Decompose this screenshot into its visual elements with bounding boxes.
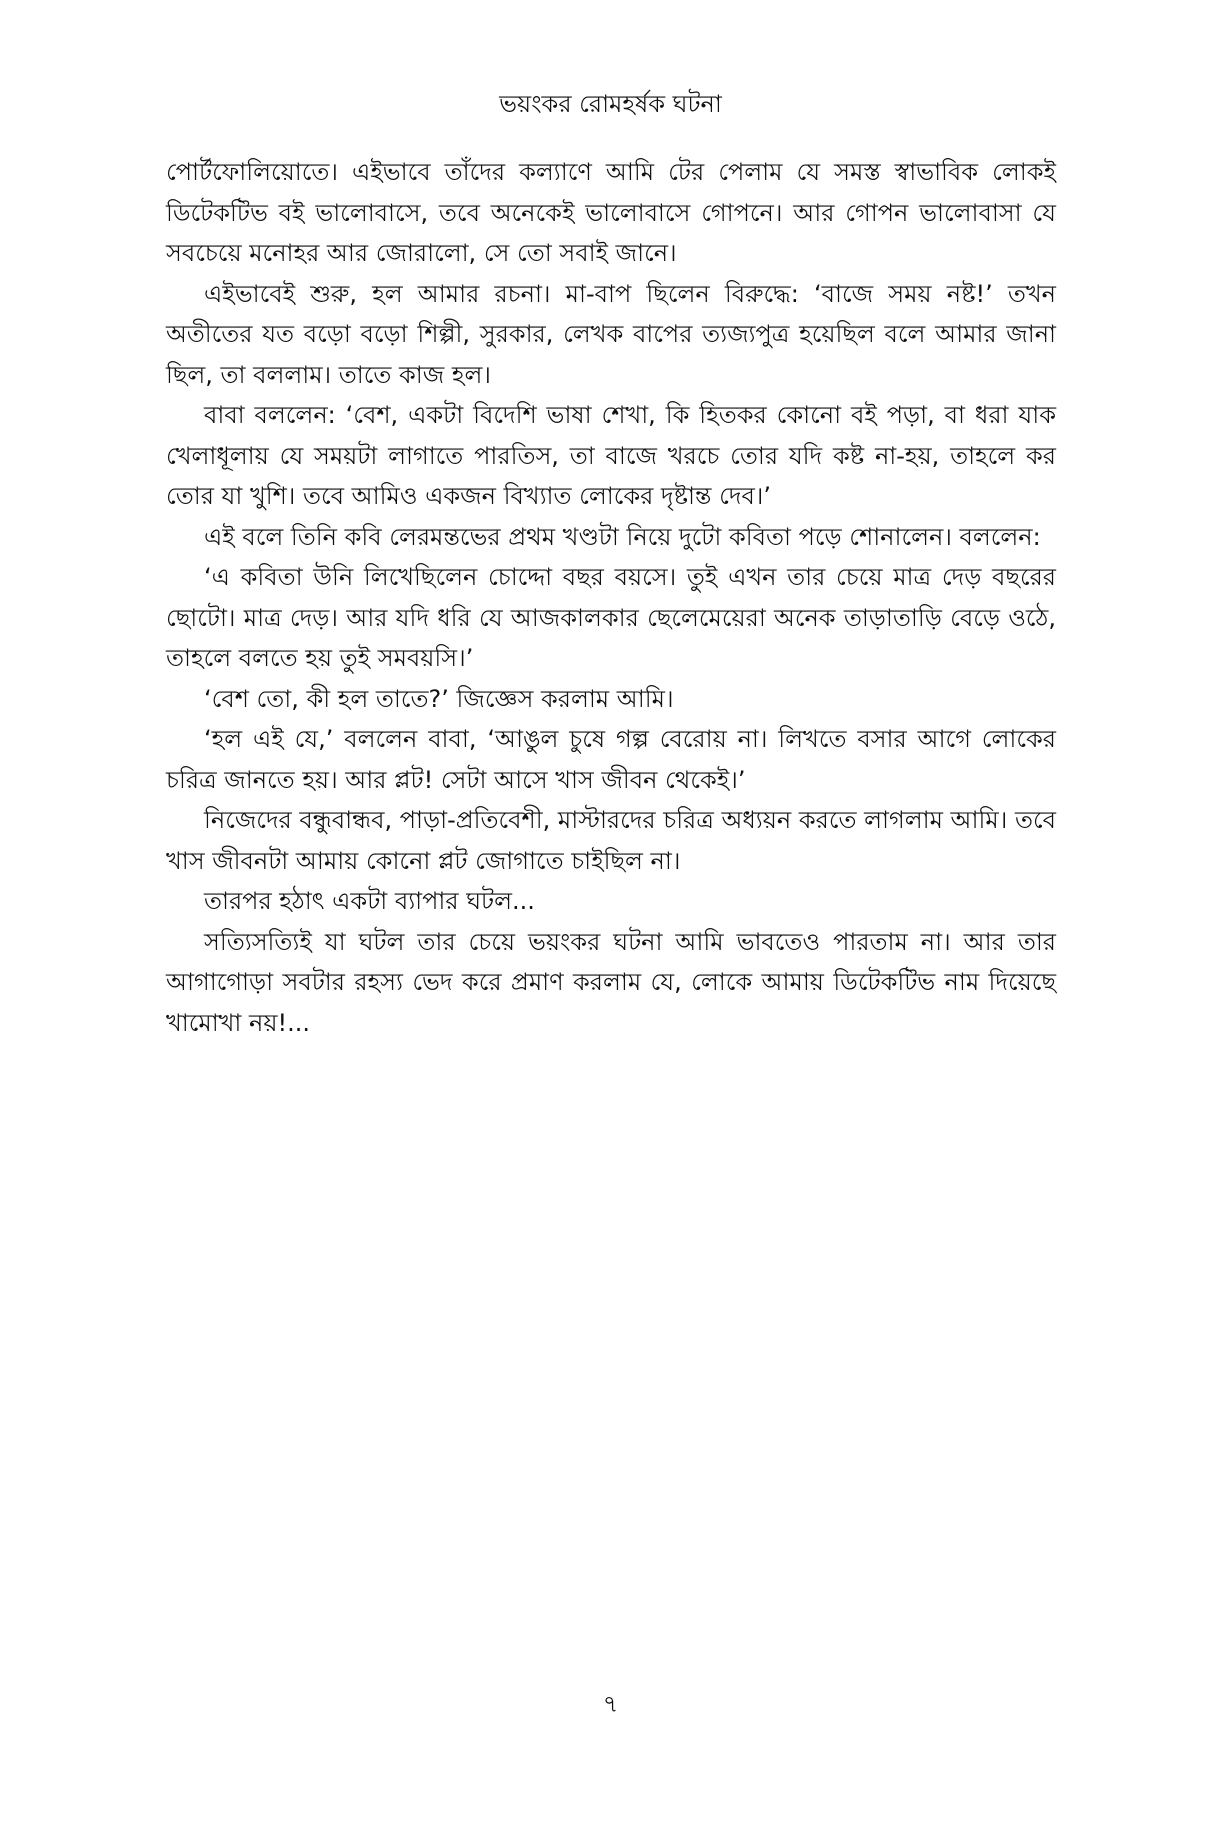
paragraph: এইভাবেই শুরু, হল আমার রচনা। মা-বাপ ছিলেন বিরুদ্ধে: ‘বাজে সময় নষ্ট!’ তখন অতীতের যত বড়ো বড়ো শিল্পী, সুরকার, লেখক বাপের ত্যজ্যপুত্র হয়েছিল বলে আমার জানা ছিল, তা বললাম। তাতে কাজ হল। <box>166 279 1056 389</box>
paragraph: এই বলে তিনি কবি লেরমন্তভের প্রথম খণ্ডটা নিয়ে দুটো কবিতা পড়ে শোনালেন। বললেন: <box>204 522 1041 551</box>
paragraph: নিজেদের বন্ধুবান্ধব, পাড়া-প্রতিবেশী, মাস্টারদের চরিত্র অধ্যয়ন করতে লাগলাম আমি। তবে খাস জীবনটা আমায় কোনো প্লট জোগাতে চাইছিল না। <box>166 806 1056 875</box>
body-text <box>166 152 1056 1043</box>
paragraph: ‘বেশ তো, কী হল তাতে?’ জিজ্ঞেস করলাম আমি। <box>204 684 674 713</box>
running-head: ভয়ংকর রোমহর্ষক ঘটনা <box>499 90 722 118</box>
paragraph: ‘এ কবিতা উনি লিখেছিলেন চোদ্দো বছর বয়সে। তুই এখন তার চেয়ে মাত্র দেড় বছরের ছোটো। মাত্র দেড়। আর যদি ধরি যে আজকালকার ছেলেমেয়েরা অনেক তাড়াতাড়ি বেড়ে ওঠে, তাহলে বলতে হয় তুই সমবয়সি।’ <box>166 563 1056 672</box>
paragraph: তারপর হঠাৎ একটা ব্যাপার ঘটল... <box>204 887 535 915</box>
paragraph: ‘হল এই যে,’ বললেন বাবা, ‘আঙুল চুষে গল্প বেরোয় না। লিখতে বসার আগে লোকের চরিত্র জানতে হয়। আর প্লট! সেটা আসে খাস জীবন থেকেই।’ <box>166 725 1056 794</box>
paragraph: সত্যিসত্যিই যা ঘটল তার চেয়ে ভয়ংকর ঘটনা আমি ভাবতেও পারতাম না। আর তার আগাগোড়া সবটার রহস্য ভেদ করে প্রমাণ করলাম যে, লোকে আমায় ডিটেকটিভ নাম দিয়েছে খামোখা নয়!... <box>166 927 1056 1037</box>
page-number: ৭ <box>602 1690 619 1718</box>
paragraph-continuation: পোর্টফোলিয়োতে। এইভাবে তাঁদের কল্যাণে আমি টের পেলাম যে সমস্ত স্বাভাবিক লোকই ডিটেকটিভ বই ভালোবাসে, তবে অনেকেই ভালোবাসে গোপনে। আর গোপন ভালোবাসা যে সবচেয়ে মনোহর আর জোরালো, সে তো সবাই জানে। <box>166 158 1056 267</box>
paragraph: বাবা বললেন: ‘বেশ, একটা বিদেশি ভাষা শেখা, কি হিতকর কোনো বই পড়া, বা ধরা যাক খেলাধূলায় যে সময়টা লাগাতে পারতিস, তা বাজে খরচে তোর যদি কষ্ট না-হয়, তাহলে কর তোর যা খুশি। তবে আমিও একজন বিখ্যাত লোকের দৃষ্টান্ত দেব।’ <box>166 401 1056 510</box>
